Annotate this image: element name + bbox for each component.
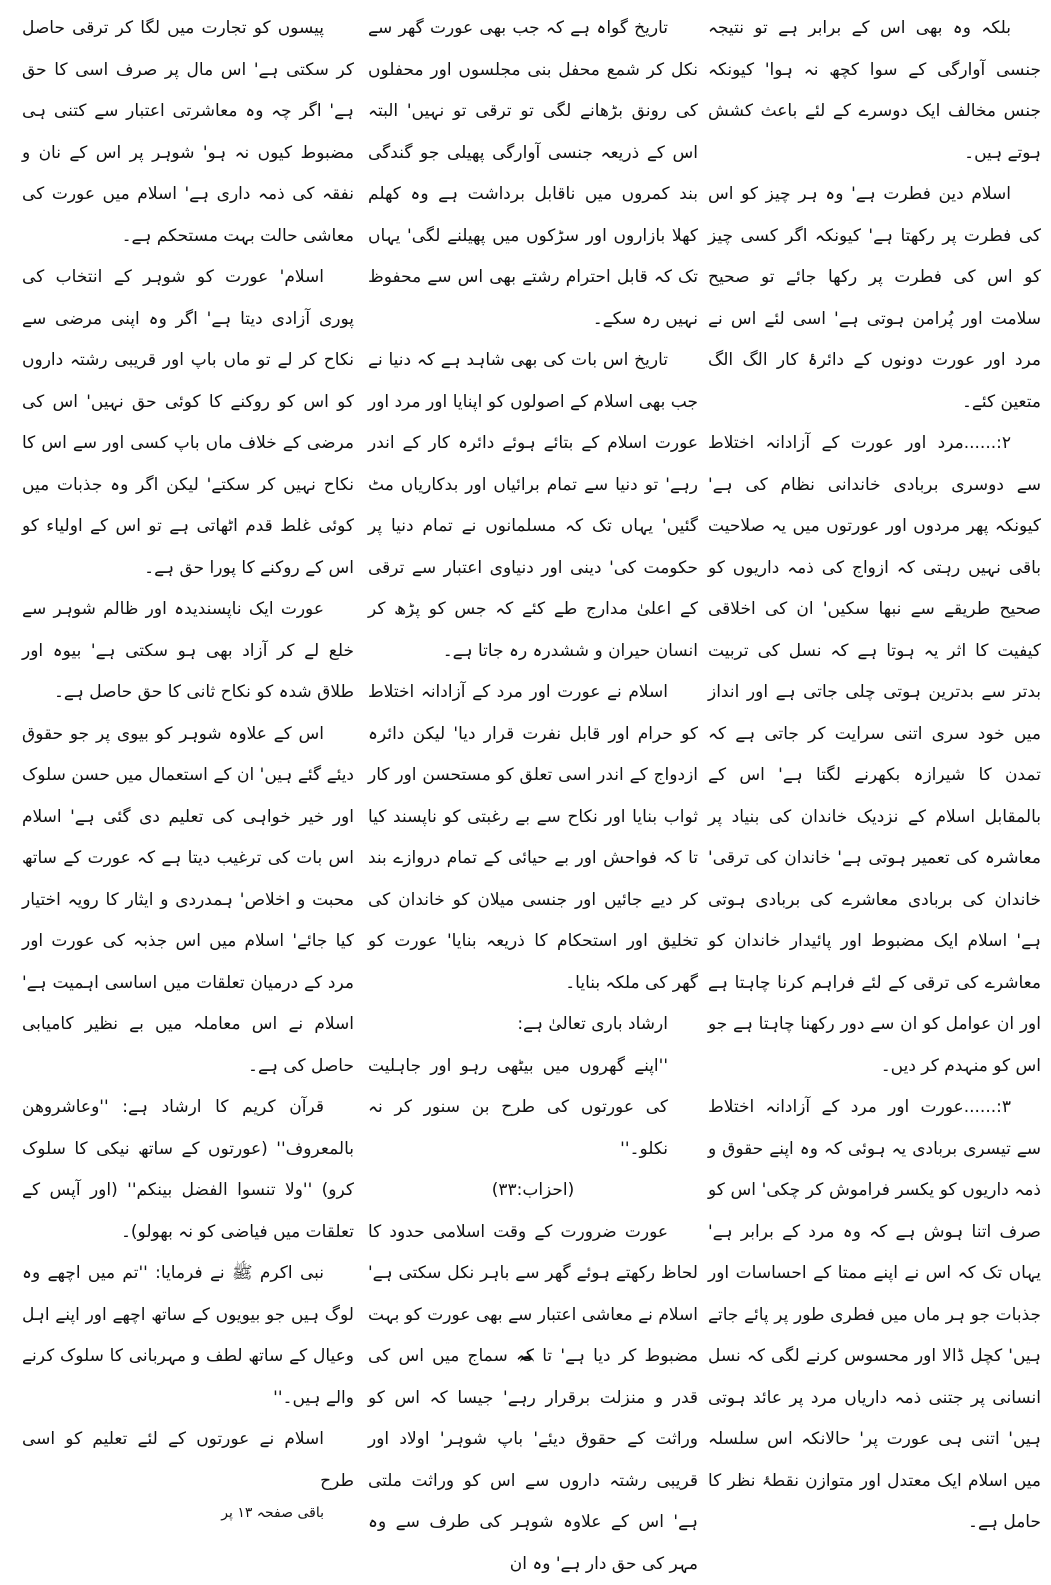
paragraph: اس کے علاوہ شوہر کو بیوی پر جو حقوق دیئے گئے ہیں' ان کے استعمال میں حسن سلوک اور خیر خواہی کی تعلیم دی گئی ہے' اسلام اس بات کی ترغیب دیتا ہے کہ عورت کے ساتھ محبت و اخلاص' ہمدردی و ایثار کا رویہ اختیار کیا جائے' اسلام میں اس جذبہ کی عورت اور مرد کے درمیان تعلقات میں اساسی اہمیت ہے' اسلام نے اس معاملہ میں بے نظیر کامیابی حاصل کی ہے۔ [22,714,354,1088]
paragraph: عورت ایک ناپسندیدہ اور ظالم شوہر سے خلع لے کر آزاد بھی ہو سکتی ہے' بیوہ اور طلاق شدہ کو نکاح ثانی کا حق حاصل ہے۔ [22,589,354,714]
quran-quote: ''اپنے گھروں میں بیٹھی رہو اور جاہلیت کی عورتوں کی طرح بن سنور کر نہ نکلو۔'' [368,1046,668,1171]
paragraph: ۲:......مرد اور عورت کے آزادانہ اختلاط سے دوسری بربادی خاندانی نظام کی ہے' کیونکہ پھر مردوں اور عورتوں میں یہ صلاحیت باقی نہیں رہتی کہ ازواج کی ذمہ داریوں کو صحیح طریقے سے نبھا سکیں' ان کی اخلاقی کیفیت کا اثر یہ ہوتا ہے کہ نسل کی تربیت بدتر سے بدترین ہوتی چلی جاتی ہے اور انداز میں خود سری اتنی سرایت کر جاتی ہے کہ تمدن کا شیرازہ بکھرنے لگتا ہے' اس کے بالمقابل اسلام کے نزدیک خاندان کی بنیاد پر معاشرہ کی تعمیر ہوتی ہے' خاندان کی ترقی' خاندان کی بربادی معاشرے کی بربادی ہوتی ہے' اسلام ایک مضبوط اور پائیدار خاندان کو معاشرے کی ترقی کے لئے فراہم کرنا چاہتا ہے اور ان عوامل کو ان سے دور رکھنا چاہتا ہے جو اس کو منہدم کر دیں۔ [708,423,1041,1087]
paragraph: اسلام نے عورت اور مرد کے آزادانہ اختلاط کو حرام اور قابل نفرت قرار دیا' لیکن دائرہ ازدواج کے اندر اسی تعلق کو مستحسن اور کار ثواب بنایا اور نکاح سے بے رغبتی کو ناپسند کیا تا کہ فواحش اور بے حیائی کے تمام دروازے بند کر دیے جائیں اور جنسی میلان کو خاندان کی تخلیق اور استحکام کا ذریعہ بنایا' عورت کو گھر کی ملکہ بنایا۔ [368,672,698,1004]
paragraph: اسلام دین فطرت ہے' وہ ہر چیز کو اس کی فطرت پر رکھتا ہے' کیونکہ اگر کسی چیز کو اس کی فطرت پر رکھا جائے تو صحیح سلامت اور پُرامن ہوتی ہے' اسی لئے اس نے مرد اور عورت دونوں کے دائرۂ کار الگ الگ متعین کئے۔ [708,174,1041,423]
page-number-ornament [520,1356,534,1369]
paragraph: پیسوں کو تجارت میں لگا کر ترقی حاصل کر سکتی ہے' اس مال پر صرف اسی کا حق ہے' اگر چہ وہ معاشرتی اعتبار سے کتنی ہی مضبوط کیوں نہ ہو' شوہر پر اس کے نان و نفقہ کی ذمہ داری ہے' اسلام میں عورت کی معاشی حالت بہت مستحکم ہے۔ [22,8,354,257]
paragraph: نبی اکرم ﷺ نے فرمایا: ''تم میں اچھے وہ لوگ ہیں جو بیویوں کے ساتھ اچھے اور اپنے اہل وعیال کے ساتھ لطف و مہربانی کا سلوک کرنے والے ہیں۔'' [22,1253,354,1419]
text-column-right [708,8,1041,1352]
paragraph: عورت ضرورت کے وقت اسلامی حدود کا لحاظ رکھتے ہوئے گھر سے باہر نکل سکتی ہے' اسلام نے معاشی اعتبار سے بھی عورت کو بہت مضبوط کر دیا ہے' تا کہ سماج میں اس کی قدر و منزلت برقرار رہے' جیسا کہ اس کو وراثت کے حقوق دیئے' باپ شوہر' اولاد اور قریبی رشتہ داروں سے اس کو وراثت ملتی ہے' اس کے علاوہ شوہر کی طرف سے وہ مہر کی حق دار ہے' وہ ان [368,1212,698,1585]
paragraph: تاریخ اس بات کی بھی شاہد ہے کہ دنیا نے جب بھی اسلام کے اصولوں کو اپنایا اور مرد اور عورت اسلام کے بتائے ہوئے دائرہ کار کے اندر رہے' تو دنیا سے تمام برائیاں اور بدکاریاں مٹ گئیں' یہاں تک کہ مسلمانوں نے تمام دنیا پر حکومت کی' دینی اور دنیاوی اعتبار سے ترقی کے اعلیٰ مدارج طے کئے کہ جس کو پڑھ کر انسان حیران و ششدرہ رہ جاتا ہے۔ [368,340,698,672]
paragraph: ۳:......عورت اور مرد کے آزادانہ اختلاط سے تیسری بربادی یہ ہوئی کہ وہ اپنے حقوق و ذمہ داریوں کو یکسر فراموش کر چکی' اس کو صرف اتنا ہوش ہے کہ وہ مرد کے برابر ہے' یہاں تک کہ اس نے اپنے ممتا کے احساسات اور جذبات جو ہر ماں میں فطری طور پر پائے جاتے ہیں' کچل ڈالا اور محسوس کرنے لگی کہ نسل انسانی پر جتنی ذمہ داریاں مرد پر عائد ہوتی ہیں' اتنی ہی عورت پر' حالانکہ اس سلسلہ میں اسلام ایک معتدل اور متوازن نقطۂ نظر کا حامل ہے۔ [708,1087,1041,1544]
text-column-middle [368,8,698,1352]
paragraph: قرآن کریم کا ارشاد ہے: ''وعاشروھن بالمعروف'' (عورتوں کے ساتھ نیکی کا سلوک کرو) ''ولا تنسوا الفضل بینکم'' (اور آپس کے تعلقات میں فیاضی کو نہ بھولو)۔ [22,1087,354,1253]
paragraph: اسلام' عورت کو شوہر کے انتخاب کی پوری آزادی دیتا ہے' اگر وہ اپنی مرضی سے نکاح کر لے تو ماں باپ اور قریبی رشتہ داروں کو اس کو روکنے کا کوئی حق نہیں' اس کی مرضی کے خلاف ماں باپ کسی اور سے اس کا نکاح نہیں کر سکتے' لیکن اگر وہ جذبات میں کوئی غلط قدم اٹھاتی ہے تو اس کے اولیاء کو اس کے روکنے کا پورا حق ہے۔ [22,257,354,589]
paragraph: تاریخ گواہ ہے کہ جب بھی عورت گھر سے نکل کر شمع محفل بنی مجلسوں اور محفلوں کی رونق بڑھانے لگی تو ترقی تو نہیں' البتہ اس کے ذریعہ جنسی آوارگی پھیلی جو گندگی بند کمروں میں ناقابل برداشت ہے وہ کھلم کھلا بازاروں اور سڑکوں میں پھیلنے لگی' یہاں تک کہ قابل احترام رشتے بھی اس سے محفوظ نہیں رہ سکے۔ [368,8,698,340]
text-column-left [22,8,354,1352]
paragraph: بلکہ وہ بھی اس کے برابر ہے تو نتیجہ جنسی آوارگی کے سوا کچھ نہ ہوا' کیونکہ جنس مخالف ایک دوسرے کے لئے باعث کشش ہوتے ہیں۔ [708,8,1041,174]
paragraph: اسلام نے عورتوں کے لئے تعلیم کو اسی طرح [22,1419,354,1502]
quote-citation: (احزاب:۳۳) [368,1170,698,1212]
paragraph: ارشاد باری تعالیٰ ہے: [368,1004,698,1046]
continued-on-page-note: باقی صفحہ ۱۳ پر [22,1502,354,1524]
